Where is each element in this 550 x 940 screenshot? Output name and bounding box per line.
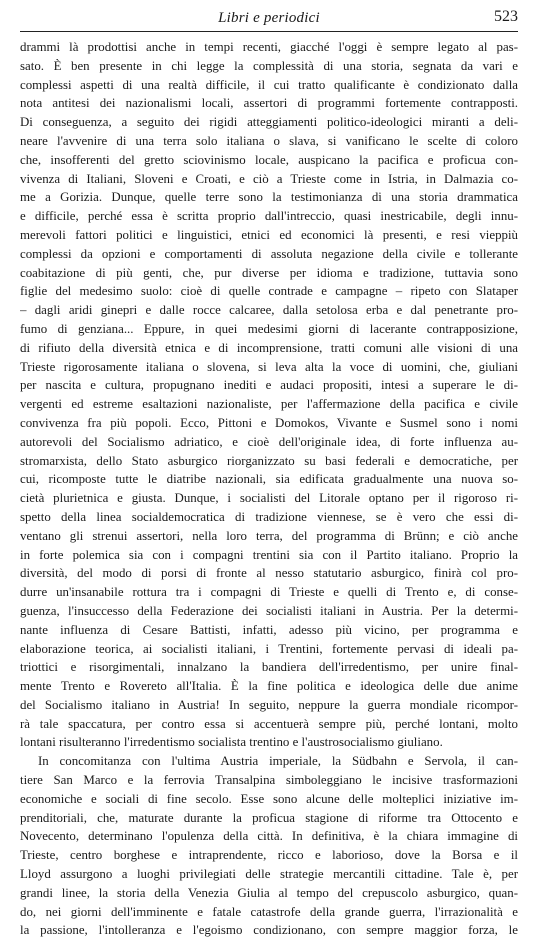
running-title: Libri e periodici	[218, 10, 320, 26]
text-line: per nascita e cultura, propugnano inediti e audaci propositi, intesi a superare le di-	[20, 378, 518, 393]
text-line: Lloyd assurgono a luoghi privilegiati delle strategie mercantili cittadine. Tale è, per	[20, 867, 518, 882]
text-line: Novecento, determinano l'opulenza della città. In definitiva, è la chiara immagine di	[20, 829, 518, 844]
text-line: tiere San Marco e la ferrovia Transalpina simboleggiano le incisive trasformazioni	[20, 773, 518, 788]
page-header	[20, 8, 518, 30]
text-line: Trieste, centro borghese e intraprendente, ricco e laborioso, dove la Borsa e il	[20, 848, 518, 863]
text-line: rà tale spaccatura, per contro essa si accentuerà sempre più, perché lontani, molto	[20, 716, 518, 731]
text-line: merevoli fattori politici e linguistici, etnici ed economici là presenti, e resi vieppiù	[20, 227, 518, 242]
text-line: economiche e sociali di fine secolo. Esse sono alcune delle molteplici iniziative im-	[20, 791, 518, 806]
text-line: stromarxista, dello Stato asburgico riorganizzato su basi federali e democratiche, per	[20, 453, 518, 468]
text-line: fumo di genziana... Eppure, in quei medesimi giorni di lacerante contrapposizione,	[20, 321, 518, 336]
text-line: del Socialismo italiano in Austria! In seguito, neppure la guerra mondiale ricompor-	[20, 697, 518, 712]
text-line: spetto della linea socialdemocratica di tradizione viennese, se è vero che essi di-	[20, 509, 518, 524]
text-line: complessi aspetti di una realtà difficile, il cui tratto qualificante è condizionato dalla	[20, 77, 518, 92]
text-line: autorevoli del Socialismo adriatico, e cioè dell'originale idea, di forte influenza au-	[20, 434, 518, 449]
header-rule	[20, 31, 518, 32]
text-line: complessi da opzioni e comportamenti di assoluta negazione della civile e tollerante	[20, 246, 518, 261]
text-line: la passione, l'intolleranza e l'egoismo condizionano, con sempre maggior forza, le	[20, 923, 518, 938]
text-line: lontani risulteranno l'irredentismo socialista trentino e l'austrosocialismo giuliano.	[20, 735, 443, 750]
text-line: sato. È ben presente in chi legge la complessità di una storia, segnata da vari e	[20, 58, 518, 73]
text-line: mente Trento e Rovereto all'Italia. È la fine politica e ideologica delle due anime	[20, 679, 518, 694]
page-number: 523	[494, 8, 518, 25]
text-line: Di conseguenza, a seguito dei rigidi atteggiamenti politico-ideologici miranti a deli-	[20, 115, 518, 130]
text-line: figlie del medesimo suolo: cioè di quelle contrade e campagne – ripeto con Slataper	[20, 284, 518, 299]
text-line: elaborazione teorica, ai socialisti italiani, i Trentini, fortemente pervasi di ideali pa-	[20, 641, 518, 656]
text-line: e difficile, perché essa è scritta proprio dall'intreccio, quasi inestricabile, degli innu-	[20, 209, 518, 224]
text-line: di rifiuto della diversità etnica e di incomprensione, tratti comuni alle visioni di una	[20, 340, 518, 355]
text-line: me a Gorizia. Dunque, quelle terre sono la testimonianza di una storia drammatica	[20, 190, 518, 205]
body-text	[20, 38, 518, 940]
text-line: cui, ricomposte tutte le diatribe nazionali, sia edificata gradualmente una nuova so-	[20, 472, 518, 487]
text-line: che, insofferenti del gretto sciovinismo locale, auspicano la pacifica e proficua con-	[20, 152, 518, 167]
text-line: diversità, del modo di porsi di fronte al nesso statutario asburgico, finirà col pro-	[20, 566, 518, 581]
text-line: prenditoriali, che, maturate durante la proficua stagione di riforme tra Ottocento e	[20, 810, 518, 825]
text-line: drammi là prodottisi anche in tempi recenti, giacché l'oggi è sempre legato al pas-	[20, 40, 518, 54]
text-line: guenza, l'insuccesso della Federazione dei socialisti italiani in Austria. Per la determi-	[20, 603, 518, 618]
text-line: cietà plurietnica e giusta. Dunque, i socialisti del Litorale optano per il rigoroso ri-	[20, 491, 518, 506]
text-line: durre un'insanabile rottura tra i compagni di Trieste e quelli di Trento e, di conse-	[20, 585, 518, 600]
text-line: In concomitanza con l'ultima Austria imperiale, la Südbahn e Servola, il can-	[38, 754, 518, 769]
text-line: vivenza di Italiani, Sloveni e Croati, e ciò a Trieste come in Istria, in Dalmazia co-	[20, 171, 518, 186]
text-line: nota antitesi dei nazionalismi locali, assertori di programmi fortemente contrapposti.	[20, 96, 518, 111]
text-line: nante influenza di Cesare Battisti, infatti, adesso più vicino, per programma e	[20, 622, 518, 637]
text-line: coabitazione di più genti, che, pur diverse per idioma e tradizione, tuttavia sono	[20, 265, 518, 280]
text-line: triottici e risorgimentali, innalzano la bandiera dell'irredentismo, per unire final-	[20, 660, 518, 675]
text-line: ventano gli strenui assertori, nella loro terra, del programma di Brünn; e ciò anche	[20, 528, 518, 543]
text-line: neare l'avvenire di una terra solo italiana o slava, si vanificano le scelte di coloro	[20, 133, 518, 148]
text-line: – dagli aridi ginepri e dalle rocce calcaree, dalla setolosa erba e dal penetrante pro-	[20, 303, 518, 318]
text-line: grandi linee, la storia della Venezia Giulia al tempo del crepuscolo asburgico, quan-	[20, 885, 518, 900]
text-line: Trieste rigorosamente italiana o slovena, si leva alta la voce di uomini, che, giuliani	[20, 359, 518, 374]
text-line: do, nei giorni dell'imminente e fatale catastrofe della grande guerra, l'irrazionalità e	[20, 904, 518, 919]
text-line: vergenti ed estreme esaltazioni nazionaliste, per l'affermazione della pacifica e civile	[20, 397, 518, 412]
text-line: convivenza fra più popoli. Ecco, Pittoni e Domokos, Vivante e Susmel sono i nomi	[20, 415, 518, 430]
text-line: in forte polemica sia con i compagni trentini sia con il Partito italiano. Proprio la	[20, 547, 518, 562]
